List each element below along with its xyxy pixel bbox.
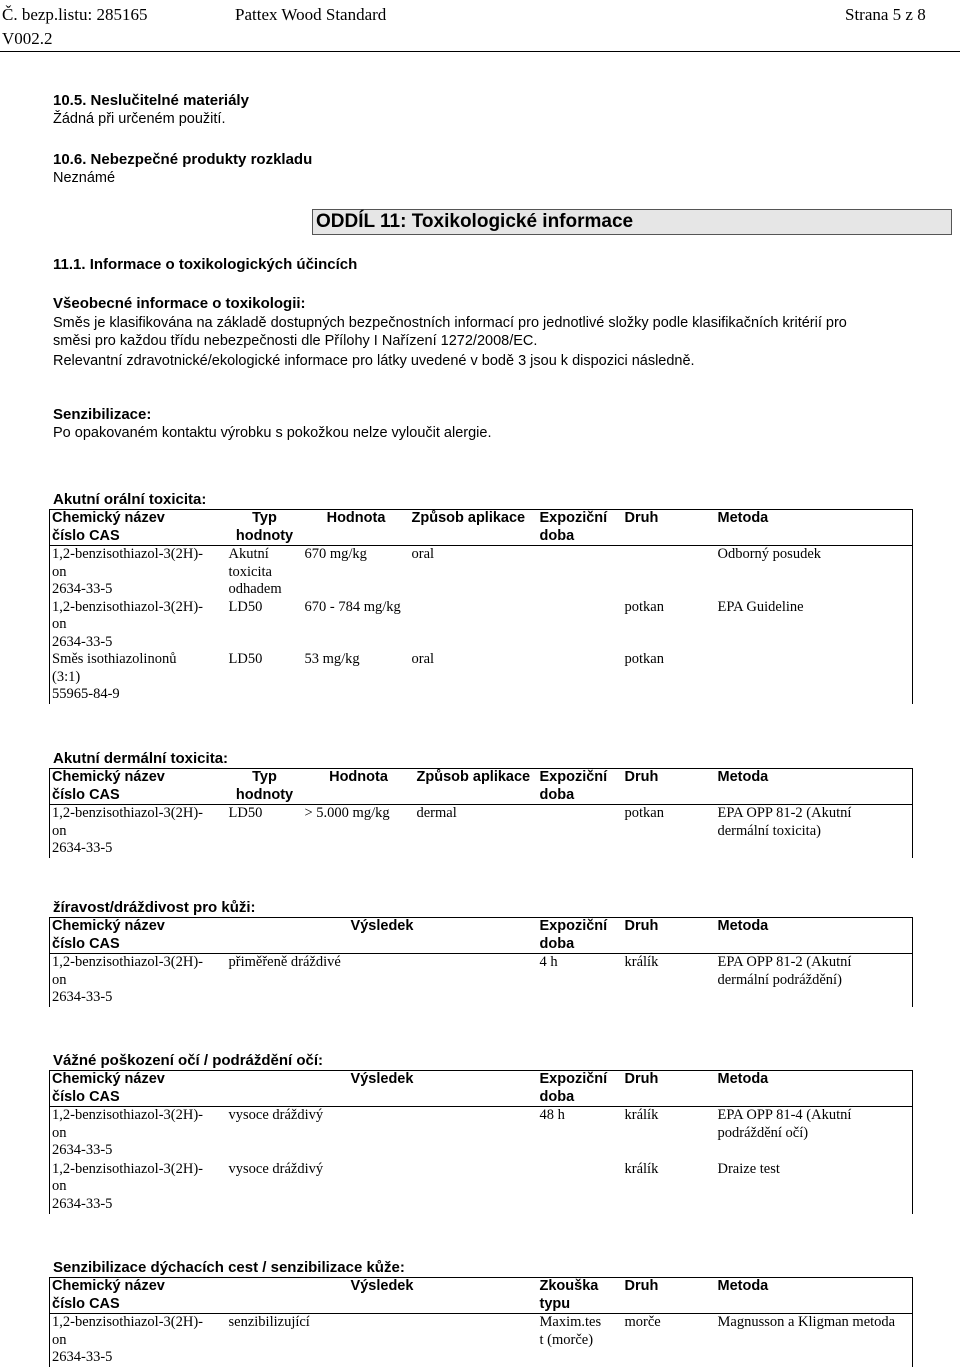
chemical-name: 1,2-benzisothiazol-3(2H)- [52,1107,203,1123]
result-cell: vysoce dráždivý [228,1160,324,1177]
exposure-cell [538,651,623,704]
route-cell [410,599,538,652]
method-cell: Odborný posudek [717,546,822,562]
value-cell: 670 mg/kg [304,546,367,562]
table-header-row [50,510,913,546]
cas-number: 2634-33-5 [52,840,113,856]
col-chemical-name: Chemický název číslo CAS [52,769,165,803]
species-cell: králík [624,954,659,970]
cas-number: 2634-33-5 [52,581,113,597]
species-cell: potkan [624,598,664,615]
cas-number: 2634-33-5 [52,989,113,1005]
value-cell: 53 mg/kg [304,651,360,667]
method-cell: Draize test [717,1160,780,1177]
s11-1-title: 11.1. Informace o toxikologických účincích [53,256,358,273]
species-cell [623,546,716,599]
col-method: Metoda [717,1071,769,1087]
general-label: Všeobecné informace o toxikologii: [53,295,306,312]
col-result: Výsledek [350,1278,414,1294]
sensitization-text: Po opakovaném kontaktu výrobku s pokožkou nelze vyloučit alergie. [53,425,492,441]
col-species: Druh [624,510,659,526]
col-result: Výsledek [350,1071,414,1087]
dermal-label: Akutní dermální toxicita: [53,750,229,767]
species-cell: potkan [624,651,664,667]
col-value-type: Typ hodnoty [235,769,294,803]
value-cell: 670 - 784 mg/kg [304,598,401,615]
header-rule [0,51,960,52]
col-chemical-name: Chemický název číslo CAS [52,918,165,952]
table-header-row [50,1071,913,1107]
cas-number: 55965-84-9 [52,686,120,702]
col-route: Způsob aplikace [411,510,526,526]
table-row: 1,2-benzisothiazol-3(2H)- on 2634-33-5 Akutní toxicita odhadem 670 mg/kg oral Odborný posudek [50,546,913,599]
result-cell: přiměřeně dráždivé [228,954,341,970]
page-number: Strana 5 z 8 [845,5,926,24]
col-route: Způsob aplikace [416,769,531,785]
test-cell: Maxim.tes t (morče) [539,1314,602,1348]
s10-5-title: 10.5. Neslučitelné materiály [53,92,249,109]
col-species: Druh [624,918,659,934]
chemical-name: 1,2-benzisothiazol-3(2H)- [52,805,203,821]
s10-6-text: Neznámé [53,170,116,186]
result-cell: senzibilizující [228,1314,310,1330]
resp-table [49,1277,913,1367]
cas-number: 2634-33-5 [52,1195,113,1212]
route-cell: oral [411,546,435,562]
species-cell: potkan [624,805,664,821]
skin-label: žíravost/dráždivost pro kůži: [53,899,256,916]
col-species: Druh [624,769,659,785]
table-header-row [50,769,913,805]
col-value-type: Typ hodnoty [235,510,294,544]
general-line-2: směsi pro každou třídu nebezpečnosti dle Přílohy I Nařízení 1272/2008/EC. [53,333,538,349]
oral-table [49,509,913,704]
s10-6-title: 10.6. Nebezpečné produkty rozkladu [53,151,313,168]
species-cell: králík [624,1107,659,1123]
table-header-row [50,1278,913,1314]
cas-number: 2634-33-5 [52,1142,113,1158]
s10-5-text: Žádná při určeném použití. [53,111,226,127]
table-row: 1,2-benzisothiazol-3(2H)- on 2634-33-5 LD50 670 - 784 mg/kg potkan EPA Guideline [50,599,913,652]
value-cell: > 5.000 mg/kg [304,805,390,821]
col-exposure: Expoziční doba [539,510,608,544]
col-chemical-name: Chemický název číslo CAS [52,1071,165,1105]
section-title: ODDÍL 11: Toxikologické informace [316,211,634,232]
col-exposure: Expoziční doba [539,918,608,952]
method-cell [716,651,913,704]
species-cell: morče [624,1314,661,1330]
dermal-table [49,768,913,858]
exposure-cell [538,805,623,858]
col-chemical-name: Chemický název číslo CAS [52,1278,165,1312]
chemical-name: 1,2-benzisothiazol-3(2H)- [52,1314,203,1330]
cas-number: 2634-33-5 [52,633,113,650]
table-row: Směs isothiazolinonů (3:1) 55965-84-9 LD50 53 mg/kg oral potkan [50,651,913,704]
doc-number: Č. bezp.listu: 285165 [2,5,148,24]
species-cell: králík [624,1160,659,1177]
chemical-name: Směs isothiazolinonů [52,651,177,667]
table-row: 1,2-benzisothiazol-3(2H)- on 2634-33-5 přiměřeně dráždivé 4 h králík EPA OPP 81-2 (Akutní dermální podráždění) [50,954,913,1007]
col-method: Metoda [717,918,769,934]
col-exposure: Expoziční doba [539,1071,608,1105]
eye-label: Vážné poškození očí / podráždění očí: [53,1052,324,1069]
method-cell: EPA OPP 81-4 (Akutní podráždění očí) [717,1107,852,1141]
eye-table [49,1070,913,1214]
method-cell: EPA OPP 81-2 (Akutní dermální podráždění) [717,954,852,988]
general-line-3: Relevantní zdravotnické/ekologické informace pro látky uvedené v bodě 3 jsou k dispozici následně. [53,353,695,369]
cas-number: 2634-33-5 [52,1349,113,1365]
version: V002.2 [2,29,53,48]
exposure-cell: 4 h [539,954,558,970]
table-row: 1,2-benzisothiazol-3(2H)- on 2634-33-5 vysoce dráždivý 48 h králík EPA OPP 81-4 (Akutní podráždění očí) [50,1107,913,1161]
product-name: Pattex Wood Standard [235,5,387,24]
chemical-name: 1,2-benzisothiazol-3(2H)- [52,546,203,562]
col-exposure: Expoziční doba [539,769,608,803]
col-test-type: Zkouška typu [539,1278,599,1312]
exposure-cell [538,1161,623,1214]
route-cell: oral [411,651,435,667]
sensitization-label: Senzibilizace: [53,406,152,423]
col-chemical-name: Chemický název číslo CAS [52,510,165,544]
exposure-cell: 48 h [539,1107,565,1123]
col-value: Hodnota [326,510,386,526]
method-cell: EPA OPP 81-2 (Akutní dermální toxicita) [717,805,852,839]
chemical-name: 1,2-benzisothiazol-3(2H)- [52,954,203,970]
method-cell: Magnusson a Kligman metoda [717,1314,896,1330]
col-method: Metoda [717,510,769,526]
route-cell: dermal [416,805,457,821]
oral-label: Akutní orální toxicita: [53,491,207,508]
table-row: 1,2-benzisothiazol-3(2H)- on 2634-33-5 senzibilizující Maxim.tes t (morče) morče Magnusson a Kligman metoda [50,1314,913,1367]
chemical-name: 1,2-benzisothiazol-3(2H)- [52,598,203,615]
table-header-row [50,918,913,954]
result-cell: vysoce dráždivý [228,1107,324,1123]
method-cell: EPA Guideline [717,598,804,615]
table-row: 1,2-benzisothiazol-3(2H)- on 2634-33-5 LD50 > 5.000 mg/kg dermal potkan EPA OPP 81-2 (Akutní dermální toxicita) [50,805,913,858]
col-species: Druh [624,1278,659,1294]
resp-label: Senzibilizace dýchacích cest / senzibilizace kůže: [53,1259,405,1276]
col-species: Druh [624,1071,659,1087]
col-method: Metoda [717,1278,769,1294]
col-method: Metoda [717,769,769,785]
skin-table [49,917,913,1007]
col-result: Výsledek [350,918,414,934]
table-row: 1,2-benzisothiazol-3(2H)- on 2634-33-5 vysoce dráždivý králík Draize test [50,1161,913,1214]
general-line-1: Směs je klasifikována na základě dostupných bezpečnostních informací pro jednotlivé složky podle klasifikačních kritérií pro [53,315,847,331]
exposure-cell [538,599,623,652]
col-value: Hodnota [329,769,388,785]
type-cell: LD50 [228,805,263,821]
exposure-cell [538,546,623,599]
chemical-name: 1,2-benzisothiazol-3(2H)- [52,1160,203,1177]
